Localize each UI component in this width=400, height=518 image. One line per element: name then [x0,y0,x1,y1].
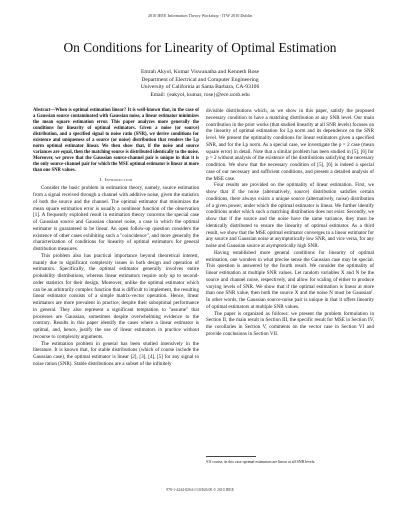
affiliation-line: University of California at Santa Barbara, CA-93106 [140,84,260,91]
left-column [33,108,199,368]
body-paragraph: This problem also has practical importance beyond theoretical interest, mainly due to significant complexity issues in both design and operation of estimators. Specifically, the optimal estimator generally involves entire probability distributions, whereas linear estimators require only up to second-order statistics for their design. Moreover, unlike the optimal estimator which can be an arbitrarily complex function that is difficult to implement, the resulting linear estimator consists of a simple matrix-vector operation. Hence, linear estimators are more prevalent in practice, despite their suboptimal performance in general. They also represent a significant temptation to "assume" that processes are Gaussian, sometimes despite overwhelming evidence to the contrary. Results in this paper identify the cases where a linear estimator is optimal, and, hence, justify the use of linear estimators in practice without recourse to complexity arguments. [33,252,199,340]
body-paragraph: Consider the basic problem in estimation theory, namely, source estimation from a signal received through a channel with additive noise, given the statistics of both the source and the channel. The optimal estimator that minimizes the mean square estimation error is usually a nonlinear function of the observation [1]. A frequently exploited result in estimation theory concerns the special case of Gaussian source and Gaussian channel noise, a case in which the optimal estimator is guaranteed to be linear. An open follow-up question considers the existence of other cases exhibiting such a "coincidence", and more generally the characterization of conditions for linearity of optimal estimators for general distribution measures. [33,185,199,253]
footnote-rule [206,456,256,457]
copyright-footer: 978-1-4244-8264-1/10/$26.00 © 2010 IEEE [166,488,234,492]
body-paragraph: divisible distributions which, as we show in this paper, satisfy the proposed necessary condition to have a matching distribution at any SNR level. Our main contribution in the prior works (that studied linearity at all SNR levels) focuses on the linearity of optimal estimation for Lp norm and its dependence on the SNR level. We present the optimality conditions for linear estimators given a specified SNR, and for the Lp norm. As a special case, we investigate the p = 2 case (mean square error) in detail. Note that a similar problem has been studied in [5], [6] for p = 2 without analysis of the existence of the distributions satisfying the necessary condition. We show that the necessary condition of [5], [6] is indeed a special case of our necessary and sufficient conditions, and present a detailed analysis of the MSE case. [206,108,374,182]
right-column [206,108,374,338]
author-block [0,69,400,99]
running-head: 2010 IEEE Information Theory Workshop - ITW 2010 Dublin [147,13,253,18]
abstract: Abstract—When is optimal estimation linear? It is well-known that, in the case of a Gaussian source contaminated with Gaussian noise, a linear estimator minimizes the mean square estimation error. This paper analyzes more generally the conditions for linearity of optimal estimators. Given a noise (or source) distribution, and a specified signal to noise ratio (SNR), we derive conditions for existence and uniqueness of a source (or noise) distribution that renders the Lp norm optimal estimator linear. We then show that, if the noise and source variances are equal, then the matching source is distributed identically to the noise. Moreover, we prove that the Gaussian source-channel pair is unique in that it is the only source-channel pair for which the MSE optimal estimator is linear at more than one SNR values. [33,108,200,174]
paper-title: On Conditions for Linearity of Optimal Estimation [63,40,337,55]
author-email: Email: {eakyol, kumar, rose}@ece.ucsb.edu [150,91,250,98]
body-paragraph: Four results are provided on the optimality of linear estimation. First, we show that if the noise (alternatively, source) distribution satisfies certain conditions, there always exists a unique source (alternatively, noise) distribution of a given power, under which the optimal estimator is linear. We further identify conditions under which such a matching distribution does not exist. Secondly, we show that if the source and the noise have the same variance, they must be identically distributed to ensure the linearity of optimal estimator. As a third result, we show that the MSE optimal estimator converges to a linear estimator for any source and Gaussian noise at asymptotically low SNR, and vice versa, for any noise and Gaussian source at asymptotically high SNR. [206,182,374,249]
body-paragraph: The estimation problem in general has been studied intensively in the literature. It is known that, for stable distributions (which of course include the Gaussian case), the optimal estimator is linear [2], [3], [4], [5] for any signal to noise ration (SNR). Stable distributions are a subset of the infinitely [33,340,199,367]
section-heading: I. Introduction [99,176,133,182]
body-paragraph: Having established more general conditions for linearity of optimal estimation, one wonders in what precise sense the Gaussian case may be special. This question is answered by the fourth result. We consider the optimality of linear estimation at multiple SNR values. Let random variables X and N be the source and channel noise, respectively, and allow for scaling of either to produce varying levels of SNR. We show that if the optimal estimation is linear at more than one SNR value, then both the source X and the noise N must be Gaussian¹. In other words, the Gaussian source-noise pair is unique in that it offers linearity of optimal estimators at multiple SNR values. [206,249,374,310]
footnote: ¹Of course, in this case optimal estimators are linear at all SNR levels. [206,460,316,464]
body-paragraph: The paper is organized as follows: we present the problem formulation in Section II, the main result in Section III, the specific result for MSE in Section IV, the corollaries in Section V, comments on the vector case in Section VI and provide conclusions in Section VII. [206,310,374,337]
affiliation-line: Department of Electrical and Computer Engineering [141,76,259,83]
author-names: Emrah Akyol, Kumar Viswanatha and Kenneth Rose [140,69,260,75]
